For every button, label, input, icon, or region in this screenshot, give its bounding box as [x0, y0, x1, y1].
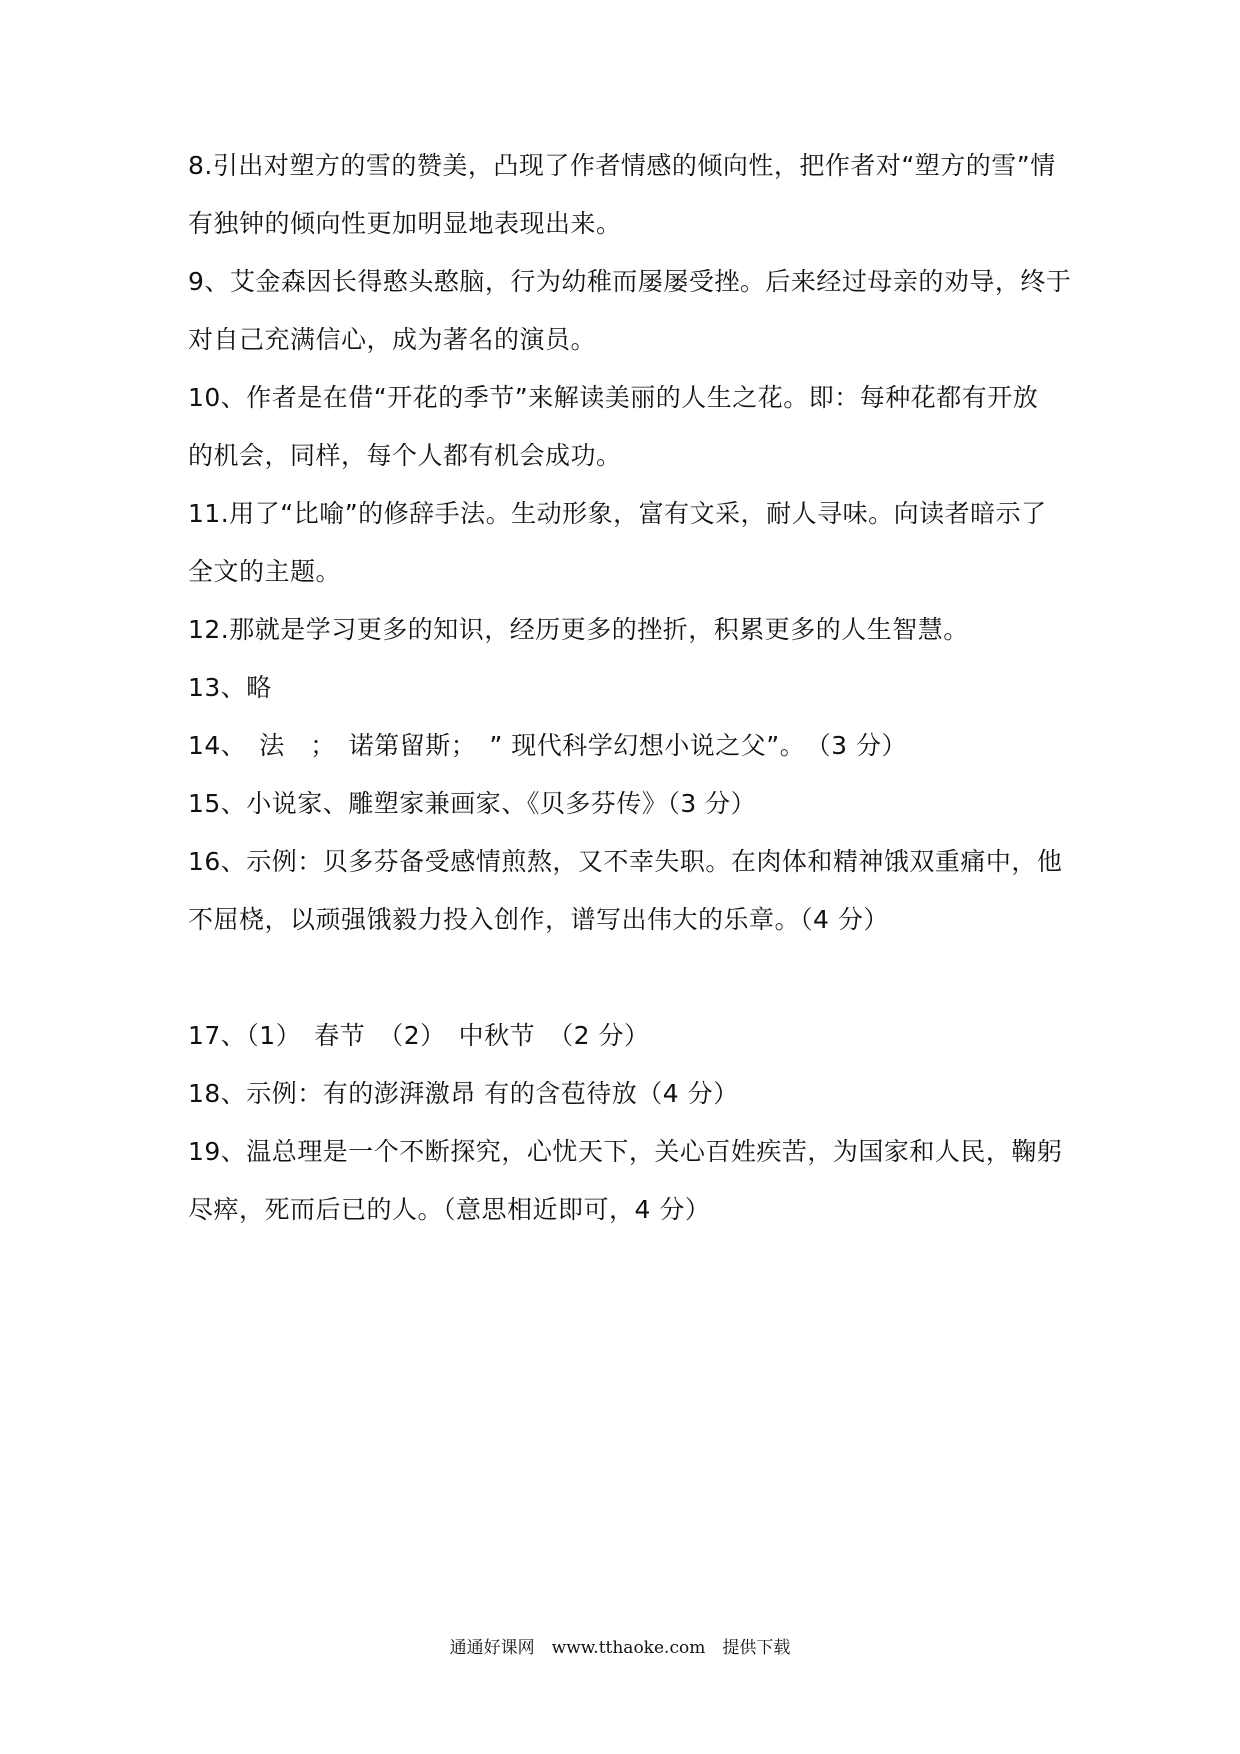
answer-16-line-2: 不屈桡，以顽强饿毅力投入创作，谱写出伟大的乐章。（4 分）: [188, 905, 889, 934]
answer-11-line-1: 11.用了“比喻”的修辞手法。生动形象，富有文采，耐人寻味。向读者暗示了: [188, 499, 1047, 528]
answer-18: 18、示例：有的澎湃激昂 有的含苞待放（4 分）: [188, 1079, 739, 1108]
answer-11-line-2: 全文的主题。: [188, 557, 342, 586]
answer-13: 13、略: [188, 673, 272, 702]
answer-10-line-2: 的机会，同样，每个人都有机会成功。: [188, 441, 622, 470]
answer-9-line-2: 对自己充满信心，成为著名的演员。: [188, 325, 597, 354]
answer-12: 12.那就是学习更多的知识，经历更多的挫折，积累更多的人生智慧。: [188, 615, 969, 644]
answer-8-line-2: 有独钟的倾向性更加明显地表现出来。: [188, 209, 622, 238]
answer-9-line-1: 9、艾金森因长得憨头憨脑，行为幼稚而屡屡受挫。后来经过母亲的劝导，终于: [188, 267, 1072, 296]
answer-10-line-1: 10、作者是在借“开花的季节”来解读美丽的人生之花。即：每种花都有开放: [188, 383, 1039, 412]
answer-16-line-1: 16、示例：贝多芬备受感情煎熬，又不幸失职。在肉体和精神饿双重痛中，他: [188, 847, 1063, 876]
answer-15: 15、小说家、雕塑家兼画家、《贝多芬传》（3 分）: [188, 789, 757, 818]
answer-17: 17、（1） 春节 （2） 中秋节 （2 分）: [188, 1021, 650, 1050]
answer-8-line-1: 8.引出对塑方的雪的赞美，凸现了作者情感的倾向性，把作者对“塑方的雪”情: [188, 151, 1056, 180]
answer-19-line-1: 19、温总理是一个不断探究，心忧天下，关心百姓疾苦，为国家和人民，鞠躬: [188, 1137, 1063, 1166]
answer-14: 14、 法 ； 诺第留斯； ” 现代科学幻想小说之父”。 （3 分）: [188, 731, 908, 760]
page-footer: 通通好课网 www.tthaoke.com 提供下载: [449, 1638, 791, 1658]
answer-19-line-2: 尽瘁，死而后已的人。（意思相近即可，4 分）: [188, 1195, 711, 1224]
